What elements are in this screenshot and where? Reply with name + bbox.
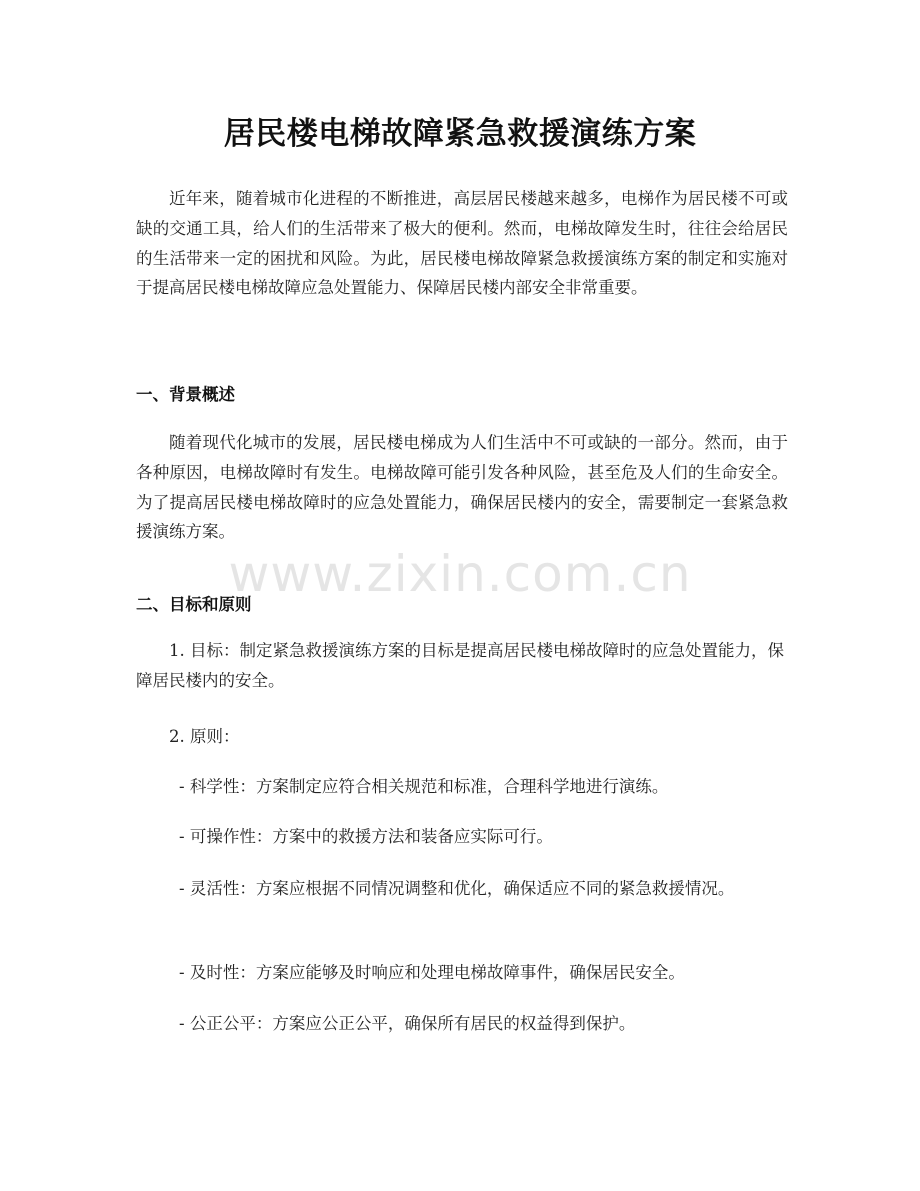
principle-item: - 可操作性：方案中的救援方法和装备应实际可行。 bbox=[179, 827, 553, 846]
watermark: www.zixin.com.cn bbox=[228, 545, 692, 603]
section-heading-background: 一、背景概述 bbox=[136, 385, 235, 404]
document-title: 居民楼电梯故障紧急救援演练方案 bbox=[223, 116, 697, 152]
background-paragraph: 随着现代化城市的发展，居民楼电梯成为人们生活中不可或缺的一部分。然而，由于各种原因，电梯故障时有发生。电梯故障可能引发各种风险，甚至危及人们的生命安全。为了提高居民楼电梯故障时的应急处置能力，确保居民楼内的安全，需要制定一套紧急救援演练方案。 bbox=[136, 433, 788, 542]
principle-item: - 及时性：方案应能够及时响应和处理电梯故障事件，确保居民安全。 bbox=[179, 963, 685, 982]
intro-paragraph: 近年来，随着城市化进程的不断推进，高层居民楼越来越多，电梯作为居民楼不可或缺的交通工具，给人们的生活带来了极大的便利。然而，电梯故障发生时，往往会给居民的生活带来一定的困扰和风险。为此，居民楼电梯故障紧急救援演练方案的制定和实施对于提高居民楼电梯故障应急处置能力、保障居民楼内部安全非常重要。 bbox=[136, 189, 788, 298]
principle-item: - 公正公平：方案应公正公平，确保所有居民的权益得到保护。 bbox=[179, 1014, 636, 1033]
principles-label: 2. 原则： bbox=[169, 727, 240, 746]
section-heading-goals: 二、目标和原则 bbox=[136, 595, 252, 614]
principle-item: - 科学性：方案制定应符合相关规范和标准，合理科学地进行演练。 bbox=[179, 777, 669, 796]
goal-item: 1. 目标：制定紧急救援演练方案的目标是提高居民楼电梯故障时的应急处置能力，保障居民楼内的安全。 bbox=[136, 641, 784, 690]
principle-item: - 灵活性：方案应根据不同情况调整和优化，确保适应不同的紧急救援情况。 bbox=[179, 879, 735, 898]
